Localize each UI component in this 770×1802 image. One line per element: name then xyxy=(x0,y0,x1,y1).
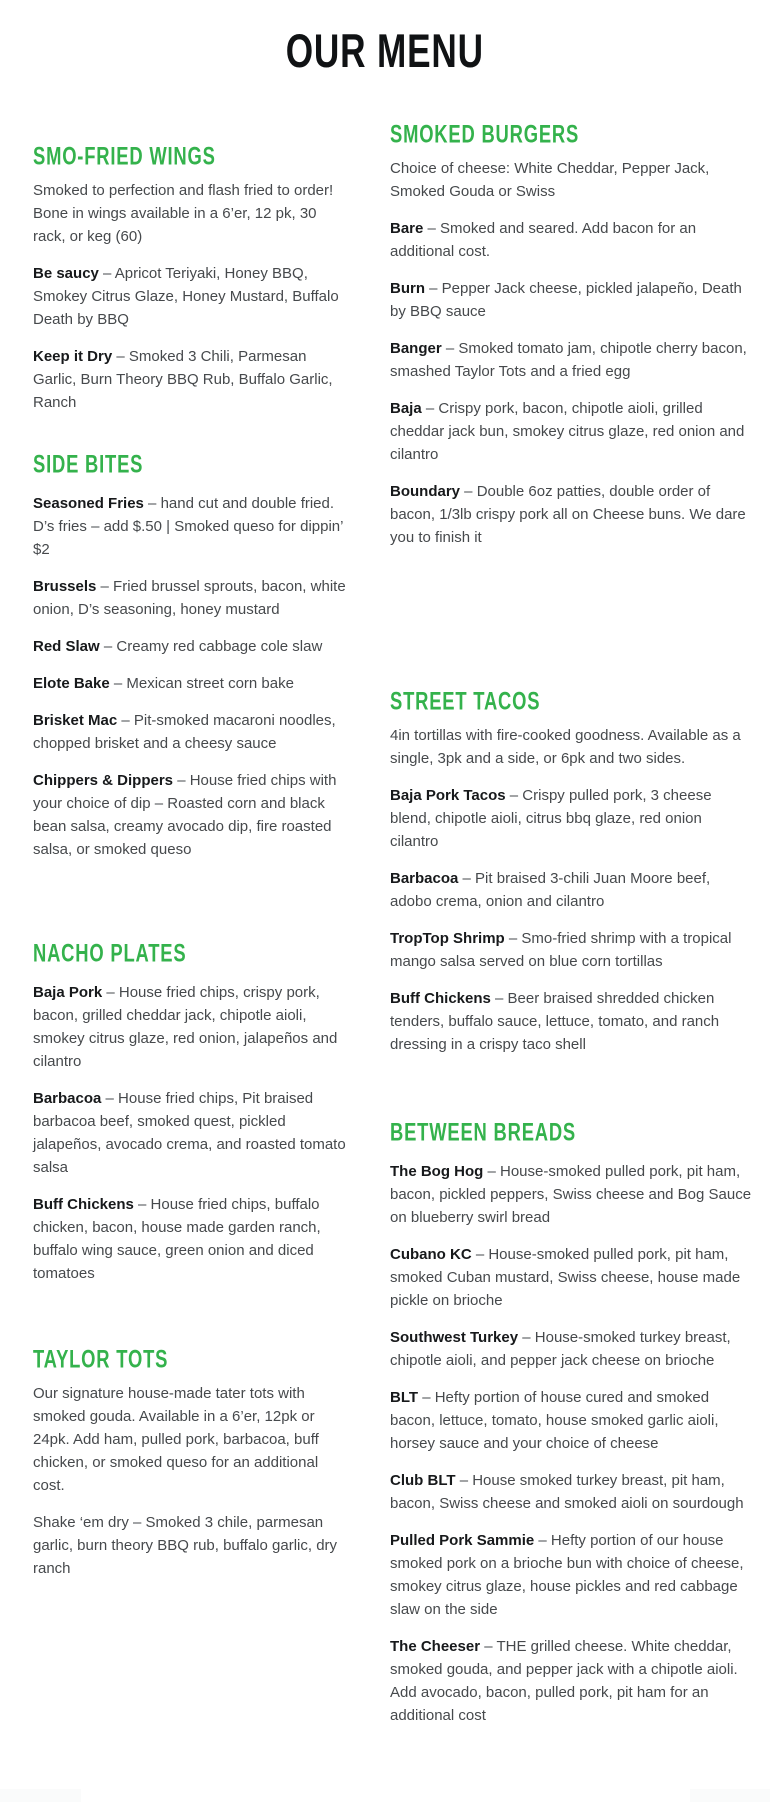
menu-item-baja: Baja – Crispy pork, bacon, chipotle aioli, grilled cheddar jack bun, smokey citrus glaze, red onion and cilantro xyxy=(390,400,745,463)
menu-item-boundary: Boundary – Double 6oz patties, double order of bacon, 1/3lb crispy pork all on Cheese buns. We dare you to finish it xyxy=(390,483,746,546)
menu-item-red-slaw: Red Slaw – Creamy red cabbage cole slaw xyxy=(33,638,323,655)
section-heading-text: SIDE BITES xyxy=(33,449,144,478)
section-heading xyxy=(33,141,351,170)
menu-item-bare: Bare – Smoked and seared. Add bacon for an additional cost. xyxy=(390,220,697,260)
menu-item-baja-pork-tacos: Baja Pork Tacos – Crispy pulled pork, 3 cheese blend, chipotle aioli, citrus bbq glaze, red onion cilantro xyxy=(390,787,712,850)
menu-item-name: Be saucy xyxy=(33,265,99,282)
menu-item-brussels: Brussels – Fried brussel sprouts, bacon, white onion, D’s seasoning, honey mustard xyxy=(33,578,346,618)
menu-item-name: Seasoned Fries xyxy=(33,495,144,512)
bottom-left-corner-artifact xyxy=(0,1789,81,1802)
menu-item-name: Keep it Dry xyxy=(33,348,113,365)
menu-item-seasoned-fries: Seasoned Fries – hand cut and double fried. D’s fries – add $.50 | Smoked queso for dippin’ $2 xyxy=(33,495,343,558)
menu-item-buff-chickens: Buff Chickens – House fried chips, buffalo chicken, bacon, house made garden ranch, buffalo wing sauce, green onion and diced tomatoes xyxy=(33,1196,321,1282)
menu-columns xyxy=(0,78,770,1727)
section-heading xyxy=(33,938,351,967)
menu-item-elote-bake: Elote Bake – Mexican street corn bake xyxy=(33,675,294,692)
menu-item-pulled-pork-sammie: Pulled Pork Sammie – Hefty portion of our house smoked pork on a brioche bun with choice of cheese, smokey citrus glaze, house pickles and red cabbage slaw on the side xyxy=(390,1532,744,1618)
menu-item-keep-it-dry: Keep it Dry – Smoked 3 Chili, Parmesan Garlic, Burn Theory BBQ Rub, Buffalo Garlic, Ranch xyxy=(33,348,333,411)
section-heading xyxy=(390,119,754,148)
menu-item-name: The Bog Hog xyxy=(390,1163,484,1180)
menu-item-the-bog-hog: The Bog Hog – House-smoked pulled pork, pit ham, bacon, pickled peppers, Swiss cheese and Bog Sauce on blueberry swirl bread xyxy=(390,1163,752,1226)
section-heading-text: TAYLOR TOTS xyxy=(33,1344,169,1373)
page-title xyxy=(0,25,770,79)
section-intro: 4in tortillas with fire-cooked goodness. Available as a single, 3pk and a side, or 6pk and two sides. xyxy=(390,727,741,767)
section-heading xyxy=(390,686,754,715)
menu-item-name: TropTop Shrimp xyxy=(390,930,505,947)
menu-item-barbacoa: Barbacoa – Pit braised 3-chili Juan Moore beef, adobo crema, onion and cilantro xyxy=(390,870,711,910)
menu-item-name: Pulled Pork Sammie xyxy=(390,1532,535,1549)
menu-section-smoked-burgers xyxy=(390,119,754,549)
menu-item-buff-chickens: Buff Chickens – Beer braised shredded chicken tenders, buffalo sauce, lettuce, tomato, and ranch dressing in a crispy taco shell xyxy=(390,990,720,1053)
bottom-right-corner-artifact xyxy=(690,1789,770,1802)
menu-column-right xyxy=(390,78,754,1727)
menu-item-name: Baja Pork Tacos xyxy=(390,787,506,804)
menu-item-be-saucy: Be saucy – Apricot Teriyaki, Honey BBQ, Smokey Citrus Glaze, Honey Mustard, Buffalo Death by BBQ xyxy=(33,265,339,328)
menu-item-the-cheeser: The Cheeser – THE grilled cheese. White cheddar, smoked gouda, and pepper jack with a chipotle aioli. Add avocado, bacon, pulled pork, pit ham for an additional cost xyxy=(390,1638,738,1724)
menu-column-left xyxy=(33,78,351,1580)
menu-item-burn: Burn – Pepper Jack cheese, pickled jalapeño, Death by BBQ sauce xyxy=(390,280,742,320)
menu-item-name: Burn xyxy=(390,280,425,297)
menu-item-name: Chippers & Dippers xyxy=(33,772,174,789)
menu-section-smo-fried-wings xyxy=(33,141,351,414)
menu-item-name: Buff Chickens xyxy=(33,1196,134,1213)
menu-item-troptop-shrimp: TropTop Shrimp – Smo-fried shrimp with a tropical mango salsa served on blue corn tortillas xyxy=(390,930,732,970)
menu-item-name: Brussels xyxy=(33,578,97,595)
section-heading xyxy=(33,1344,351,1373)
menu-section-taylor-tots xyxy=(33,1344,351,1580)
menu-item-name: Barbacoa xyxy=(33,1090,102,1107)
menu-item-name: Southwest Turkey xyxy=(390,1329,519,1346)
menu-item-barbacoa: Barbacoa – House fried chips, Pit braised barbacoa beef, smoked quest, pickled jalapeños, avocado crema, and roasted tomato salsa xyxy=(33,1090,346,1176)
menu-item-name: Banger xyxy=(390,340,442,357)
menu-item-southwest-turkey: Southwest Turkey – House-smoked turkey breast, chipotle aioli, and pepper jack cheese on brioche xyxy=(390,1329,731,1369)
section-heading-text: SMOKED BURGERS xyxy=(390,119,580,148)
menu-item-name: Barbacoa xyxy=(390,870,459,887)
menu-item-name: The Cheeser xyxy=(390,1638,481,1655)
section-intro: Choice of cheese: White Cheddar, Pepper Jack, Smoked Gouda or Swiss xyxy=(390,160,710,200)
menu-item-cubano-kc: Cubano KC – House-smoked pulled pork, pit ham, smoked Cuban mustard, Swiss cheese, house made pickle on brioche xyxy=(390,1246,741,1309)
page-title-text: OUR MENU xyxy=(285,25,485,79)
menu-item-name: Baja Pork xyxy=(33,984,103,1001)
section-heading-text: SMO-FRIED WINGS xyxy=(33,141,216,170)
section-intro: Smoked to perfection and flash fried to order! Bone in wings available in a 6’er, 12 pk, 30 rack, or keg (60) xyxy=(33,182,334,245)
menu-item-blt: BLT – Hefty portion of house cured and smoked bacon, lettuce, tomato, house smoked garlic aioli, horsey sauce and your choice of cheese xyxy=(390,1389,719,1452)
section-heading-text: NACHO PLATES xyxy=(33,938,187,967)
menu-item-name: Cubano KC xyxy=(390,1246,472,1263)
menu-item-name: Brisket Mac xyxy=(33,712,118,729)
section-heading xyxy=(33,449,351,478)
section-heading xyxy=(390,1117,754,1146)
section-intro: Our signature house-made tater tots with smoked gouda. Available in a 6’er, 12pk or 24pk. Add ham, pulled pork, barbacoa, buff chicken, or smoked queso for an additional cost. xyxy=(33,1385,319,1494)
menu-section-side-bites xyxy=(33,449,351,861)
menu-item-name: Red Slaw xyxy=(33,638,100,655)
menu-item-chippers-dippers: Chippers & Dippers – House fried chips with your choice of dip – Roasted corn and black bean salsa, creamy avocado dip, fire roasted salsa, or smoked queso xyxy=(33,772,337,858)
menu-item-name: Buff Chickens xyxy=(390,990,491,1007)
menu-section-nacho-plates xyxy=(33,938,351,1285)
menu-item-name: BLT xyxy=(390,1389,419,1406)
menu-section-between-breads xyxy=(390,1117,754,1727)
menu-item-brisket-mac: Brisket Mac – Pit-smoked macaroni noodles, chopped brisket and a cheesy sauce xyxy=(33,712,336,752)
menu-item-name: Baja xyxy=(390,400,422,417)
menu-item-name: Boundary xyxy=(390,483,461,500)
section-heading-text: BETWEEN BREADS xyxy=(390,1117,577,1146)
menu-item-banger: Banger – Smoked tomato jam, chipotle cherry bacon, smashed Taylor Tots and a fried egg xyxy=(390,340,747,380)
menu-item-name: Elote Bake xyxy=(33,675,110,692)
section-heading-text: STREET TACOS xyxy=(390,686,541,715)
menu-item-baja-pork: Baja Pork – House fried chips, crispy pork, bacon, grilled cheddar jack, chipotle aioli, smokey citrus glaze, red onion, jalapeños and cilantro xyxy=(33,984,338,1070)
menu-item-name: Bare xyxy=(390,220,424,237)
menu-item-club-blt: Club BLT – House smoked turkey breast, pit ham, bacon, Swiss cheese and smoked aioli on sourdough xyxy=(390,1472,744,1512)
menu-section-street-tacos xyxy=(390,686,754,1056)
menu-item: Shake ‘em dry – Smoked 3 chile, parmesan garlic, burn theory BBQ rub, buffalo garlic, dry ranch xyxy=(33,1514,338,1577)
menu-item-name: Club BLT xyxy=(390,1472,456,1489)
